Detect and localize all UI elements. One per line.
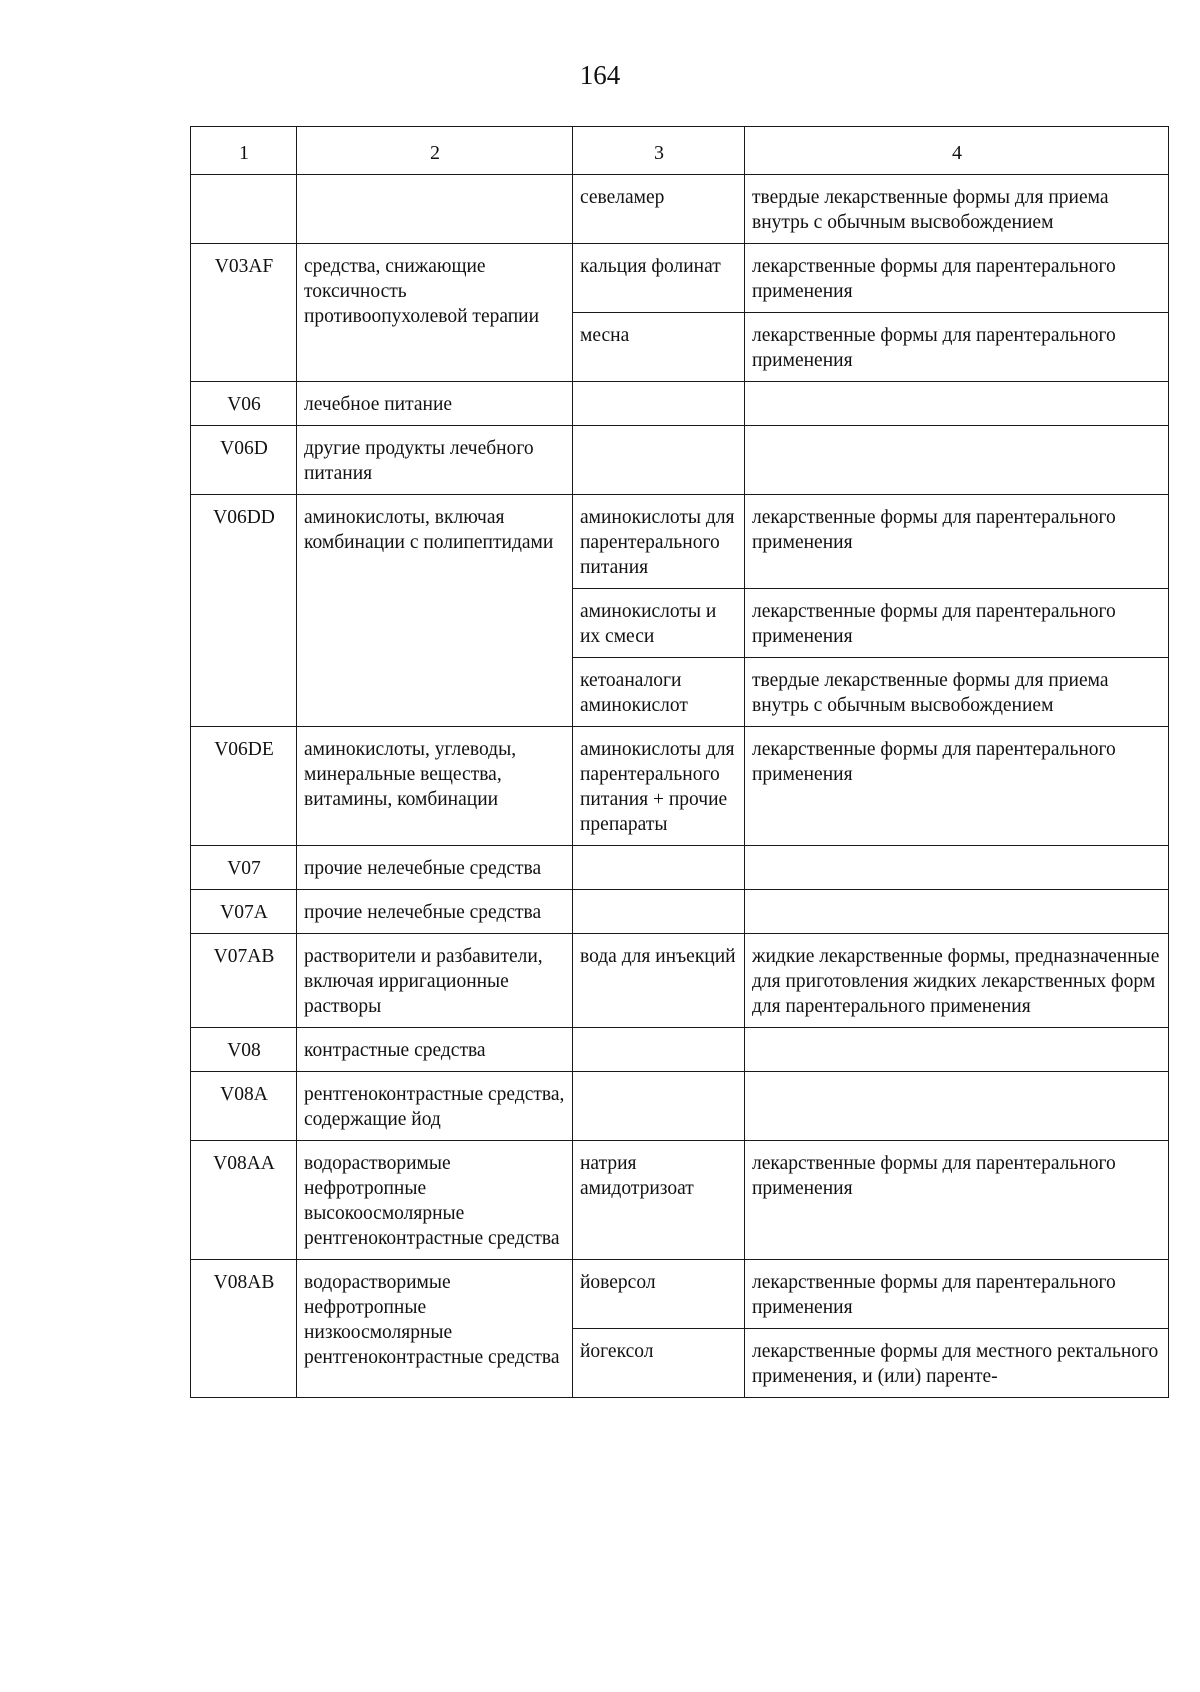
- code-cell: V06DD: [191, 495, 297, 727]
- code-cell: V08A: [191, 1072, 297, 1141]
- column-header-3: 3: [573, 127, 745, 175]
- table-header: [191, 127, 1169, 175]
- form-cell: твердые лекарственные формы для приема внутрь с обычным высвобождением: [745, 175, 1169, 244]
- code-cell: V06: [191, 382, 297, 426]
- drug-cell: [573, 426, 745, 495]
- drug-cell: кальция фолинат: [573, 244, 745, 313]
- group-cell: аминокислоты, углеводы, минеральные вещества, витамины, комбинации: [297, 727, 573, 846]
- drug-cell: месна: [573, 313, 745, 382]
- code-cell: V06D: [191, 426, 297, 495]
- drug-cell: [573, 846, 745, 890]
- code-cell: V08AB: [191, 1260, 297, 1398]
- drug-cell: [573, 1072, 745, 1141]
- group-cell: рентгеноконтрастные средства, содержащие йод: [297, 1072, 573, 1141]
- column-header-4: 4: [745, 127, 1169, 175]
- form-cell: [745, 890, 1169, 934]
- form-cell: лекарственные формы для парентерального применения: [745, 495, 1169, 589]
- table-row: [191, 426, 1169, 495]
- drug-cell: аминокислоты для парентерального питания + прочие препараты: [573, 727, 745, 846]
- form-cell: лекарственные формы для парентерального применения: [745, 1260, 1169, 1329]
- group-cell: [297, 175, 573, 244]
- table-row: [191, 1141, 1169, 1260]
- column-header-1: 1: [191, 127, 297, 175]
- code-cell: V08AA: [191, 1141, 297, 1260]
- group-cell: лечебное питание: [297, 382, 573, 426]
- drug-cell: [573, 382, 745, 426]
- group-cell: контрастные средства: [297, 1028, 573, 1072]
- drug-cell: [573, 1028, 745, 1072]
- group-cell: аминокислоты, включая комбинации с полипептидами: [297, 495, 573, 727]
- form-cell: [745, 1072, 1169, 1141]
- code-cell: [191, 175, 297, 244]
- table-row: [191, 1260, 1169, 1329]
- code-cell: V08: [191, 1028, 297, 1072]
- form-cell: лекарственные формы для парентерального применения: [745, 727, 1169, 846]
- drug-cell: натрия амидотризоат: [573, 1141, 745, 1260]
- table-row: [191, 1072, 1169, 1141]
- code-cell: V07: [191, 846, 297, 890]
- header-row: [191, 127, 1169, 175]
- form-cell: [745, 1028, 1169, 1072]
- form-cell: [745, 426, 1169, 495]
- group-cell: водорастворимые нефротропные низкоосмолярные рентгеноконтрастные средства: [297, 1260, 573, 1398]
- group-cell: прочие нелечебные средства: [297, 890, 573, 934]
- form-cell: лекарственные формы для местного ректального применения, и (или) паренте-: [745, 1329, 1169, 1398]
- form-cell: лекарственные формы для парентерального применения: [745, 589, 1169, 658]
- group-cell: водорастворимые нефротропные высокоосмолярные рентгеноконтрастные средства: [297, 1141, 573, 1260]
- form-cell: лекарственные формы для парентерального применения: [745, 244, 1169, 313]
- drug-cell: йоверсол: [573, 1260, 745, 1329]
- drug-cell: аминокислоты для парентерального питания: [573, 495, 745, 589]
- table-row: [191, 934, 1169, 1028]
- table-row: [191, 890, 1169, 934]
- form-cell: [745, 846, 1169, 890]
- table-row: [191, 846, 1169, 890]
- table-row: [191, 495, 1169, 589]
- column-header-2: 2: [297, 127, 573, 175]
- table-row: [191, 244, 1169, 313]
- form-cell: твердые лекарственные формы для приема внутрь с обычным высвобождением: [745, 658, 1169, 727]
- group-cell: растворители и разбавители, включая ирригационные растворы: [297, 934, 573, 1028]
- drug-cell: аминокислоты и их смеси: [573, 589, 745, 658]
- table-row: [191, 727, 1169, 846]
- drug-cell: кетоаналоги аминокислот: [573, 658, 745, 727]
- form-cell: лекарственные формы для парентерального применения: [745, 1141, 1169, 1260]
- code-cell: V03AF: [191, 244, 297, 382]
- drug-cell: севеламер: [573, 175, 745, 244]
- code-cell: V06DE: [191, 727, 297, 846]
- code-cell: V07A: [191, 890, 297, 934]
- drug-classification-table: [190, 126, 1169, 1398]
- form-cell: жидкие лекарственные формы, предназначенные для приготовления жидких лекарственных форм для парентерального применения: [745, 934, 1169, 1028]
- page-number: 164: [579, 60, 621, 90]
- table-row: [191, 175, 1169, 244]
- table-body: [191, 175, 1169, 1398]
- table-row: [191, 1028, 1169, 1072]
- group-cell: прочие нелечебные средства: [297, 846, 573, 890]
- drug-cell: йогексол: [573, 1329, 745, 1398]
- group-cell: средства, снижающие токсичность противоопухолевой терапии: [297, 244, 573, 382]
- drug-cell: [573, 890, 745, 934]
- drug-cell: вода для инъекций: [573, 934, 745, 1028]
- table-row: [191, 382, 1169, 426]
- group-cell: другие продукты лечебного питания: [297, 426, 573, 495]
- code-cell: V07AB: [191, 934, 297, 1028]
- form-cell: лекарственные формы для парентерального применения: [745, 313, 1169, 382]
- form-cell: [745, 382, 1169, 426]
